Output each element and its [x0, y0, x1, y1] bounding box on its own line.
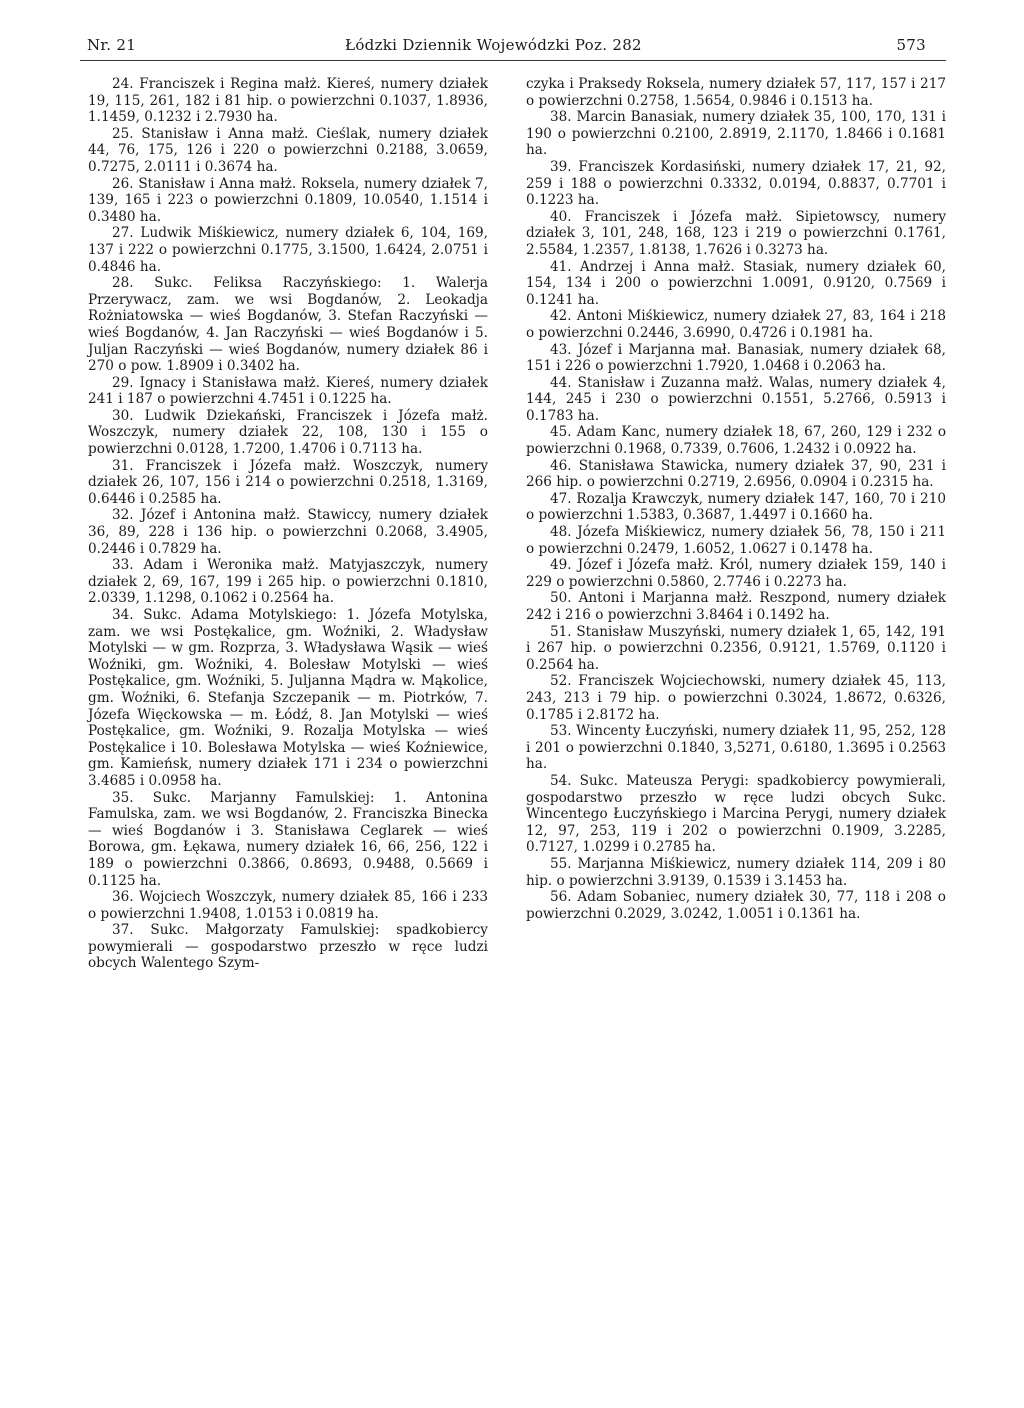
issue-number: Nr. 21: [87, 36, 137, 54]
entry-34: 34. Sukc. Adama Motylskiego: 1. Józefa Motylska, zam. we wsi Postękalice, gm. Woźniki, 2. Władysław Motylski — w gm. Rozprza, 3. Władysława Wąsik — wieś Woźniki, gm. Woźniki, 4. Bolesław Motylski — wieś Postękalice, gm. Woźniki, 5. Juljanna Mądra w. Mąkolice, gm. Woźniki, 6. Stefanja Szczepanik — m. Piotrków, 7. Józefa Więckowska — m. Łódź, 8. Jan Motylski — wieś Postękalice, gm. Woźniki, 9. Rozalja Motylska — wieś Postękalice i 10. Bolesława Motylska — wieś Koźniewice, gm. Kamieńsk, numery działek 171 i 234 o powierzchni 3.4685 i 0.0958 ha.: [88, 607, 488, 789]
entry-38: 38. Marcin Banasiak, numery działek 35, 100, 170, 131 i 190 o powierzchni 0.2100, 2.8919, 2.1170, 1.8466 i 0.1681 ha.: [526, 109, 946, 159]
entry-44: 44. Stanisław i Zuzanna małż. Walas, numery działek 4, 144, 245 i 230 o powierzchni 0.1551, 5.2766, 0.5913 i 0.1783 ha.: [526, 374, 946, 424]
entry-53: 53. Wincenty Łuczyński, numery działek 11, 95, 252, 128 i 201 o powierzchni 0.1840, 3,5271, 0.6180, 1.3695 i 0.2563 ha.: [526, 723, 946, 773]
left-column: [88, 76, 488, 972]
entry-25: 25. Stanisław i Anna małż. Cieślak, numery działek 44, 76, 175, 126 i 220 o powierzchni 0.2188, 3.0659, 0.7275, 2.0111 i 0.3674 ha.: [88, 125, 488, 175]
entry-48: 48. Józefa Miśkiewicz, numery działek 56, 78, 150 i 211 o powierzchni 0.2479, 1.6052, 1.0627 i 0.1478 ha.: [526, 524, 946, 557]
entry-33: 33. Adam i Weronika małż. Matyjaszczyk, numery działek 2, 69, 167, 199 i 265 hip. o powierzchni 0.1810, 2.0339, 1.1298, 0.1062 i 0.2564 ha.: [88, 557, 488, 607]
page-header: [80, 34, 946, 61]
entry-56: 56. Adam Sobaniec, numery działek 30, 77, 118 i 208 o powierzchni 0.2029, 3.0242, 1.0051 i 0.1361 ha.: [526, 889, 946, 922]
right-column: [526, 76, 946, 922]
entry-51: 51. Stanisław Muszyński, numery działek 1, 65, 142, 191 i 267 hip. o powierzchni 0.2356, 0.9121, 1.5769, 0.1120 i 0.2564 ha.: [526, 623, 946, 673]
entry-26: 26. Stanisław i Anna małż. Roksela, numery działek 7, 139, 165 i 223 o powierzchni 0.1809, 10.0540, 1.1514 i 0.3480 ha.: [88, 175, 488, 225]
entry-47: 47. Rozalja Krawczyk, numery działek 147, 160, 70 i 210 o powierzchni 1.5383, 0.3687, 1.4497 i 0.1660 ha.: [526, 490, 946, 524]
entry-42: 42. Antoni Miśkiewicz, numery działek 27, 83, 164 i 218 o powierzchni 0.2446, 3.6990, 0.4726 i 0.1981 ha.: [526, 308, 946, 341]
entry-29: 29. Ignacy i Stanisława małż. Kiereś, numery działek 241 i 187 o powierzchni 4.7451 i 0.1225 ha.: [88, 374, 488, 408]
entry-49: 49. Józef i Józefa małż. Król, numery działek 159, 140 i 229 o powierzchni 0.5860, 2.7746 i 0.2273 ha.: [526, 557, 946, 590]
publication-title: Łódzki Dziennik Wojewódzki Poz. 282: [345, 36, 642, 54]
entry-36: 36. Wojciech Woszczyk, numery działek 85, 166 i 233 o powierzchni 1.9408, 1.0153 i 0.0819 ha.: [88, 889, 488, 922]
entry-35: 35. Sukc. Marjanny Famulskiej: 1. Antonina Famulska, zam. we wsi Bogdanów, 2. Franciszka Binecka — wieś Bogdanów i 3. Stanisława Ceglarek — wieś Borowa, gm. Łękawa, numery działek 16, 66, 256, 122 i 189 o powierzchni 0.3866, 0.8693, 0.9488, 0.5669 i 0.1125 ha.: [88, 789, 488, 889]
entry-40: 40. Franciszek i Józefa małż. Sipietowscy, numery działek 3, 101, 248, 168, 123 i 219 o powierzchni 0.1761, 2.5584, 1.2357, 1.8138, 1.7626 i 0.3273 ha.: [526, 208, 946, 258]
entry-43: 43. Józef i Marjanna mał. Banasiak, numery działek 68, 151 i 226 o powierzchni 1.7920, 1.0468 i 0.2063 ha.: [526, 341, 946, 375]
entry-28: 28. Sukc. Feliksa Raczyńskiego: 1. Walerja Przerywacz, zam. we wsi Bogdanów, 2. Leokadja Rożniatowska — wieś Bogdanów, 3. Stefan Raczyński — wieś Bogdanów, 4. Jan Raczyński — wieś Bogdanów i 5. Juljan Raczyński — wieś Bogdanów, numery działek 86 i 270 o pow. 1.8909 i 0.3402 ha.: [88, 275, 488, 375]
entry-37: 37. Sukc. Małgorzaty Famulskiej: spadkobiercy powymierali — gospodarstwo przeszło w ręce ludzi obcych Walentego Szym-: [88, 922, 488, 972]
entry-27: 27. Ludwik Miśkiewicz, numery działek 6, 104, 169, 137 i 222 o powierzchni 0.1775, 3.1500, 1.6424, 2.0751 i 0.4846 ha.: [88, 225, 488, 275]
entry-52: 52. Franciszek Wojciechowski, numery działek 45, 113, 243, 213 i 79 hip. o powierzchni 0.3024, 1.8672, 0.6326, 0.1785 i 2.8172 ha.: [526, 673, 946, 723]
entry-55: 55. Marjanna Miśkiewicz, numery działek 114, 209 i 80 hip. o powierzchni 3.9139, 0.1539 i 3.1453 ha.: [526, 855, 946, 889]
entry-50: 50. Antoni i Marjanna małż. Reszpond, numery działek 242 i 216 o powierzchni 3.8464 i 0.1492 ha.: [526, 590, 946, 623]
entry-46: 46. Stanisława Stawicka, numery działek 37, 90, 231 i 266 hip. o powierzchni 0.2719, 2.6956, 0.0904 i 0.2315 ha.: [526, 457, 946, 491]
entry-24: 24. Franciszek i Regina małż. Kiereś, numery działek 19, 115, 261, 182 i 81 hip. o powierzchni 0.1037, 1.8936, 1.1459, 0.1232 i 2.7930 ha.: [88, 76, 488, 126]
entry-30: 30. Ludwik Dziekański, Franciszek i Józefa małż. Woszczyk, numery działek 22, 108, 130 i 155 o powierzchni 0.0128, 1.7200, 1.4706 i 0.7113 ha.: [88, 407, 488, 458]
page-number: 573: [896, 36, 926, 54]
entry-32: 32. Józef i Antonina małż. Stawiccy, numery działek 36, 89, 228 i 136 hip. o powierzchni 0.2068, 3.4905, 0.2446 i 0.7829 ha.: [88, 507, 488, 557]
entry-54: 54. Sukc. Mateusza Perygi: spadkobiercy powymierali, gospodarstwo przeszło w ręce ludzi obcych Sukc. Wincentego Łuczyńskiego i Marcina Perygi, numery działek 12, 97, 253, 119 i 202 o powierzchni 0.1909, 3.2285, 0.7127, 1.0299 i 0.2785 ha.: [526, 772, 946, 856]
entry-45: 45. Adam Kanc, numery działek 18, 67, 260, 129 i 232 o powierzchni 0.1968, 0.7339, 0.7606, 1.2432 i 0.0922 ha.: [526, 424, 946, 458]
entry-37-continued: czyka i Praksedy Roksela, numery działek 57, 117, 157 i 217 o powierzchni 0.2758, 1.5654, 0.9846 i 0.1513 ha.: [526, 76, 946, 109]
entry-41: 41. Andrzej i Anna małż. Stasiak, numery działek 60, 154, 134 i 200 o powierzchni 1.0091, 0.9120, 0.7569 i 0.1241 ha.: [526, 258, 946, 308]
entry-31: 31. Franciszek i Józefa małż. Woszczyk, numery działek 26, 107, 156 i 214 o powierzchni 0.2518, 1.3169, 0.6446 i 0.2585 ha.: [88, 457, 488, 507]
entry-39: 39. Franciszek Kordasiński, numery działek 17, 21, 92, 259 i 188 o powierzchni 0.3332, 0.0194, 0.8837, 0.7701 i 0.1223 ha.: [526, 158, 946, 209]
document-page: [80, 34, 946, 1384]
